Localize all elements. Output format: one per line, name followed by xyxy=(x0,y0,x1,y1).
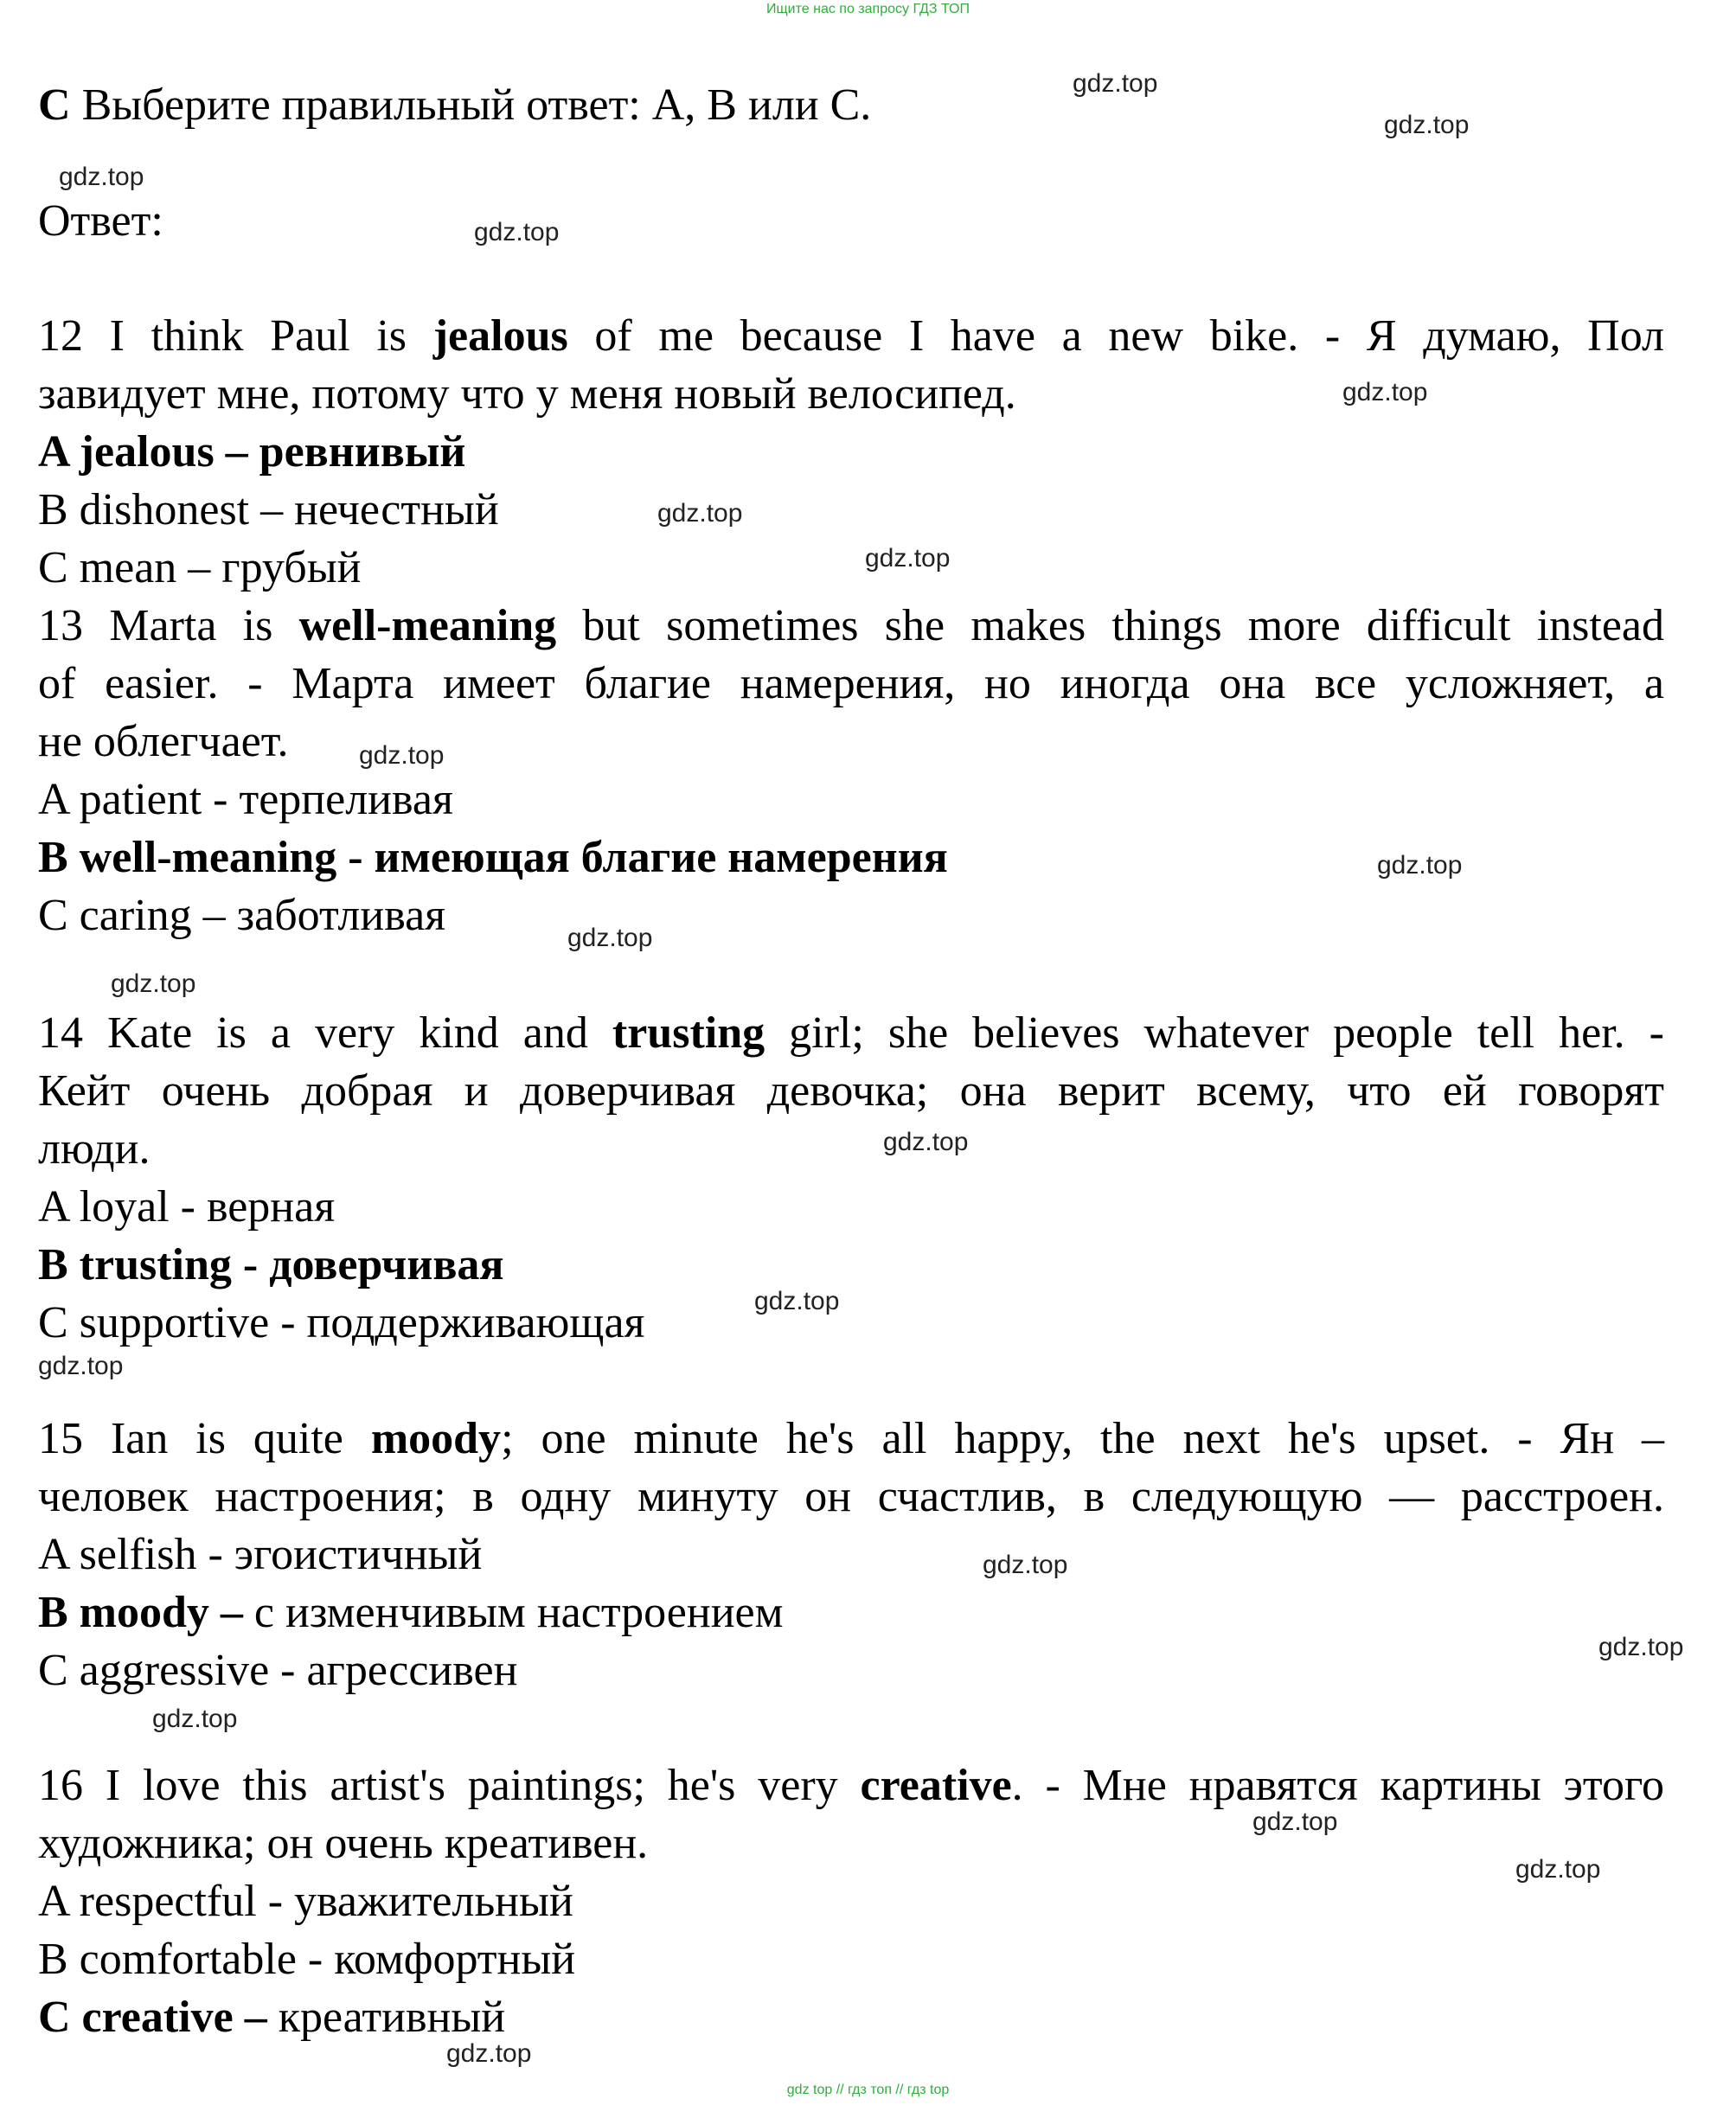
q13-line-3: не облегчает. xyxy=(38,717,289,766)
q15-line-1: 15 Ian is quite moody; one minute he's all happy, the next he's upset. - Ян – xyxy=(38,1414,1664,1463)
q15-option-c: C aggressive - агрессивен xyxy=(38,1646,518,1695)
watermark: gdz.top xyxy=(567,924,653,952)
q13-line-1: 13 Marta is well-meaning but sometimes she makes things more difficult instead xyxy=(38,601,1665,650)
watermark: gdz.top xyxy=(152,1705,238,1733)
instruction-text: Выберите правильный ответ: A, B или C. xyxy=(81,80,872,130)
q12-option-c: C mean – грубый xyxy=(38,543,362,592)
bottom-footer: gdz top // гдз топ // гдз top xyxy=(786,2083,950,2097)
q12-option-b: B dishonest – нечестный xyxy=(38,485,499,534)
q13-option-c: C caring – заботливая xyxy=(38,891,446,940)
watermark: gdz.top xyxy=(754,1287,840,1315)
watermark: gdz.top xyxy=(474,218,560,246)
q15-option-a: A selfish - эгоистичный xyxy=(38,1530,483,1579)
watermark: gdz.top xyxy=(983,1551,1068,1579)
q15-line-2: человек настроения; в одну минуту он счастлив, в следующую — расстроен. xyxy=(38,1472,1664,1521)
q14-line-1: 14 Kate is a very kind and trusting girl; she believes whatever people tell her. - xyxy=(38,1008,1664,1058)
top-banner: Ищите нас по запросу ГДЗ ТОП xyxy=(766,2,970,16)
q14-line-3: люди. xyxy=(38,1124,151,1174)
watermark: gdz.top xyxy=(865,544,951,573)
q13-option-a: A patient - терпеливая xyxy=(38,775,453,824)
watermark: gdz.top xyxy=(38,1352,124,1380)
watermark: gdz.top xyxy=(111,969,196,998)
q16-option-c: C creative – креативный xyxy=(38,1993,506,2042)
q13-keyword: well-meaning xyxy=(298,601,557,650)
q13-line-2: of easier. - Марта имеет благие намерения, но иногда она все усложняет, а xyxy=(38,659,1664,708)
watermark: gdz.top xyxy=(1073,69,1158,98)
watermark: gdz.top xyxy=(1252,1807,1338,1836)
watermark: gdz.top xyxy=(1377,851,1463,880)
q16-option-a: A respectful - уважительный xyxy=(38,1877,573,1926)
q16-line-1: 16 I love this artist's paintings; he's very creative. - Мне нравятся картины этого xyxy=(38,1761,1664,1810)
q14-option-b: B trusting - доверчивая xyxy=(38,1240,504,1289)
watermark: gdz.top xyxy=(1384,111,1470,139)
q12-option-a: A jealous – ревнивый xyxy=(38,427,466,477)
watermark: gdz.top xyxy=(359,741,445,770)
watermark: gdz.top xyxy=(1515,1855,1601,1884)
q16-option-b: B comfortable - комфортный xyxy=(38,1935,576,1984)
q14-line-2: Кейт очень добрая и доверчивая девочка; она верит всему, что ей говорят xyxy=(38,1066,1664,1116)
answer-label: Ответ: xyxy=(38,196,163,246)
q16-keyword: creative xyxy=(860,1761,1012,1810)
watermark: gdz.top xyxy=(883,1128,969,1156)
q14-keyword: trusting xyxy=(612,1008,766,1058)
q12-line-1: 12 I think Paul is jealous of me because I have a new bike. - Я думаю, Пол xyxy=(38,311,1664,361)
instruction-letter: C xyxy=(38,80,71,130)
watermark: gdz.top xyxy=(657,499,743,528)
watermark: gdz.top xyxy=(446,2039,532,2068)
q14-option-a: A loyal - верная xyxy=(38,1182,336,1232)
q15-keyword: moody xyxy=(370,1414,502,1463)
watermark: gdz.top xyxy=(59,163,144,191)
watermark: gdz.top xyxy=(1598,1633,1684,1661)
q14-option-c: C supportive - поддерживающая xyxy=(38,1298,645,1347)
watermark: gdz.top xyxy=(1342,378,1428,406)
q12-line-2: завидует мне, потому что у меня новый велосипед. xyxy=(38,369,1016,419)
q13-option-b: B well-meaning - имеющая благие намерения xyxy=(38,833,948,882)
q12-keyword: jealous xyxy=(432,311,568,361)
q16-line-2: художника; он очень креативен. xyxy=(38,1819,649,1868)
q15-option-b: B moody – с изменчивым настроением xyxy=(38,1588,784,1637)
